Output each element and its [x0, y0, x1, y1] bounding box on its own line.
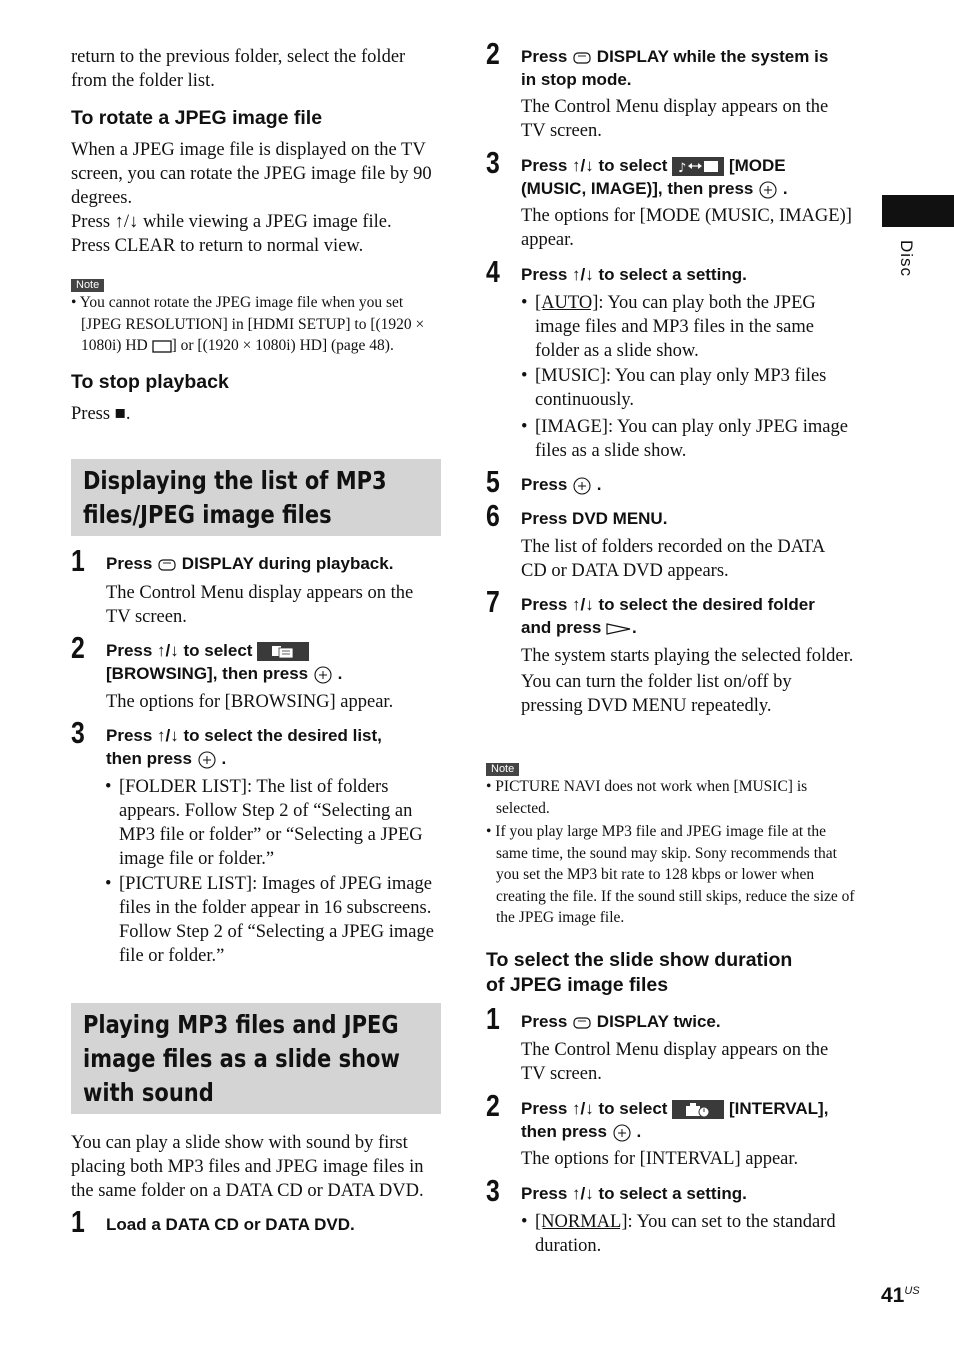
s1-step3-text-b: then press	[106, 749, 192, 768]
section2-intro: You can play a slide show with sound by first placing both MP3 files and JPEG image files in the same folder on a DATA CD or DATA DVD.	[71, 1133, 424, 1201]
play-button-icon	[606, 622, 632, 636]
s2-step7-body-2: You can turn the folder list on/off by pressing DVD MENU repeatedly.	[521, 672, 792, 716]
s2-step3-text-c: (MUSIC, IMAGE)], then press	[521, 179, 754, 198]
s2-step7-heading: Press ↑/↓ to select the desired folder and press .	[521, 593, 861, 639]
s2-step2-heading	[521, 45, 861, 91]
s2-step3-text-b: [MODE	[728, 156, 786, 175]
svg-text:♪: ♪	[678, 161, 687, 177]
auto-option: [AUTO]	[535, 293, 599, 313]
s1-step3-bullet2: • [PICTURE LIST]: Images of JPEG image files in the folder appear in 16 subscreens. Follow Step 2 of “Selecting a JPEG image file or folder.”	[105, 874, 434, 966]
enter-button-icon	[758, 180, 778, 200]
rotate-text-1: When a JPEG image file is displayed on the TV screen, you can rotate the JPEG image file by 90 degrees.	[71, 140, 432, 208]
s2-step7-number: 7	[486, 584, 500, 619]
s2-step4-bullet3: • [IMAGE]: You can play only JPEG image files as a slide show.	[521, 417, 848, 461]
s2-step5-text: Press	[521, 475, 568, 494]
slide-heading	[486, 948, 856, 998]
s3-step3-bullet1-text: : You can set to the standard duration.	[535, 1212, 836, 1256]
s2-step2-text-a: Press	[521, 47, 568, 66]
note-label: Note	[71, 279, 104, 292]
note-badge-left	[71, 275, 104, 293]
section1-title-line2: files/JPEG image files	[83, 500, 332, 529]
s2-step7-text-a: Press ↑/↓ to select the desired folder	[521, 595, 815, 614]
s2-step4-bullet1: • [AUTO]: You can play both the JPEG image files and MP3 files in the same folder as a slide show.	[521, 293, 816, 361]
hd-box-icon	[152, 340, 172, 353]
s1-step1-number: 1	[71, 543, 85, 578]
s3-step3-heading: Press ↑/↓ to select a setting.	[521, 1184, 747, 1203]
s2-step2-text-b: DISPLAY while the system is	[596, 47, 829, 66]
enter-button-icon	[572, 476, 592, 496]
s2-step5-heading: Press .	[521, 475, 602, 494]
s3-step3-bullet1: • [NORMAL]: You can set to the standard duration.	[521, 1212, 836, 1256]
s2-step3-text-a: Press ↑/↓ to select	[521, 156, 668, 175]
s3-step2-text-a: Press ↑/↓ to select	[521, 1099, 668, 1118]
stop-text: Press ■.	[71, 404, 131, 424]
s1-step1-text-b: DISPLAY during playback.	[181, 554, 394, 573]
s3-step1-text-b: DISPLAY twice.	[596, 1012, 721, 1031]
section1-title-line1: Displaying the list of MP3	[83, 466, 387, 495]
section2-title-line2: image files as a slide show	[83, 1044, 400, 1073]
s1-step3-number: 3	[71, 715, 85, 750]
note-label: Note	[486, 763, 519, 776]
note-right-2: • If you play large MP3 file and JPEG image file at the same time, the sound may skip. Sony recommends that you set the MP3 bit rate to 128 kbps or lower when creating the file. If the sound still skips, reduce the size of the JPEG image file.	[486, 823, 855, 926]
rotate-text-2: Press ↑/↓ while viewing a JPEG image file.	[71, 212, 392, 232]
s2-step4-number: 4	[486, 254, 500, 289]
s3-step1-text-a: Press	[521, 1012, 568, 1031]
section2-title-line1: Playing MP3 files and JPEG	[83, 1010, 399, 1039]
side-label: Disc	[897, 240, 916, 278]
s2-step7-body	[521, 644, 854, 718]
s1-step1-text-a: Press	[106, 554, 153, 573]
stop-heading: To stop playback	[71, 371, 229, 393]
section2-band	[71, 1003, 441, 1114]
note-left-text-b: ] or [(1920 × 1080i) HD] (page 48).	[171, 337, 394, 354]
s3-step2-text-c: then press	[521, 1122, 607, 1141]
s3-step3-number: 3	[486, 1173, 500, 1208]
normal-option: [NORMAL]	[535, 1212, 628, 1232]
section1-band	[71, 459, 441, 536]
slide-heading-line2: of JPEG image files	[486, 974, 669, 996]
rotate-paragraph	[71, 138, 443, 258]
s1-step3-bullet1-text: [FOLDER LIST]: The list of folders appears. Follow Step 2 of “Selecting an MP3 file or folder” or “Selecting a JPEG image file or folder.”	[119, 777, 423, 869]
s1-step3-heading: Press ↑/↓ to select the desired list, then press .	[106, 724, 446, 770]
s2-step7-body-1: The system starts playing the selected folder.	[521, 646, 854, 666]
s3-step2-number: 2	[486, 1088, 500, 1123]
enter-button-icon	[612, 1123, 632, 1143]
page-number	[881, 1284, 920, 1308]
rotate-heading: To rotate a JPEG image file	[71, 107, 323, 129]
s3-step2-text-b: [INTERVAL],	[728, 1099, 829, 1118]
s2-step3-number: 3	[486, 145, 500, 180]
s2-step1-number: 1	[71, 1204, 85, 1239]
s2-step4-bullet1-text: : You can play both the JPEG image files and MP3 files in the same folder as a slide show.	[535, 293, 816, 361]
note-right-1: • PICTURE NAVI does not work when [MUSIC] is selected.	[486, 778, 808, 817]
display-button-icon	[157, 558, 177, 572]
slide-heading-line1: To select the slide show duration	[486, 949, 793, 971]
s2-step6-body: The list of folders recorded on the DATA CD or DATA DVD appears.	[521, 537, 825, 581]
display-button-icon	[572, 51, 592, 65]
note-badge-right	[486, 759, 519, 777]
s1-step3-bullet2-text: [PICTURE LIST]: Images of JPEG image files in the folder appear in 16 subscreens. Follow Step 2 of “Selecting a JPEG image file or folder.”	[119, 874, 434, 966]
s2-step4-bullet2: • [MUSIC]: You can play only MP3 files continuously.	[521, 366, 827, 410]
interval-icon	[672, 1100, 724, 1119]
s1-step2-text-a: Press ↑/↓ to select	[106, 641, 253, 660]
section-tab	[882, 195, 954, 227]
note-right	[486, 776, 856, 929]
section2-title-line3: with sound	[83, 1078, 214, 1107]
enter-button-icon	[197, 750, 217, 770]
s2-step2-text-c: in stop mode.	[521, 70, 632, 89]
s2-step1-heading: Load a DATA CD or DATA DVD.	[106, 1215, 355, 1234]
s1-step2-heading: Press ↑/↓ to select [BROWSING], then press .	[106, 641, 343, 683]
s1-step3-bullet1: • [FOLDER LIST]: The list of folders appears. Follow Step 2 of “Selecting an MP3 file or folder” or “Selecting a JPEG image file or folder.”	[105, 777, 423, 869]
note-left	[71, 292, 443, 357]
s1-step2-text-b: [BROWSING], then press	[106, 664, 309, 683]
s2-step3-body: The options for [MODE (MUSIC, IMAGE)] appear.	[521, 206, 852, 250]
s2-step2-number: 2	[486, 36, 500, 71]
s2-step3-heading: Press ↑/↓ to select ♪ [MODE (MUSIC, IMAGE)], then press .	[521, 156, 788, 198]
s2-step5-number: 5	[486, 464, 500, 499]
display-button-icon	[572, 1016, 592, 1030]
browsing-icon	[257, 642, 309, 661]
s2-step4-bullet3-text: [IMAGE]: You can play only JPEG image files as a slide show.	[535, 417, 848, 461]
s2-step6-heading: Press DVD MENU.	[521, 509, 668, 528]
mode-music-image-icon	[672, 157, 724, 176]
page-suffix: US	[904, 1285, 920, 1297]
s3-step2-heading: Press ↑/↓ to select [INTERVAL], then press .	[521, 1099, 829, 1141]
intro-paragraph: return to the previous folder, select the folder from the folder list.	[71, 47, 406, 91]
s3-step1-body: The Control Menu display appears on the TV screen.	[521, 1040, 829, 1084]
s2-step4-heading: Press ↑/↓ to select a setting.	[521, 265, 747, 284]
s3-step1-heading	[521, 1010, 721, 1033]
s2-step4-bullet2-text: [MUSIC]: You can play only MP3 files continuously.	[535, 366, 827, 410]
enter-button-icon	[313, 665, 333, 685]
s2-step7-text-b: and press	[521, 618, 602, 637]
s2-step2-body: The Control Menu display appears on the TV screen.	[521, 97, 829, 141]
s1-step1-heading	[106, 552, 393, 575]
s2-step6-number: 6	[486, 498, 500, 533]
s3-step2-body: The options for [INTERVAL] appear.	[521, 1149, 799, 1169]
s1-step2-number: 2	[71, 630, 85, 665]
rotate-text-3: Press CLEAR to return to normal view.	[71, 236, 364, 256]
s1-step1-body: The Control Menu display appears on the TV screen.	[106, 583, 414, 627]
s1-step2-body: The options for [BROWSING] appear.	[106, 692, 394, 712]
page-number-value: 41	[881, 1284, 905, 1307]
s3-step1-number: 1	[486, 1001, 500, 1036]
note-left-text-a: • You cannot rotate the JPEG image file when you set [JPEG RESOLUTION] in [HDMI SETUP] to [(1920 × 1080i) HD	[71, 294, 425, 354]
s1-step3-text-a: Press ↑/↓ to select the desired list,	[106, 726, 382, 745]
